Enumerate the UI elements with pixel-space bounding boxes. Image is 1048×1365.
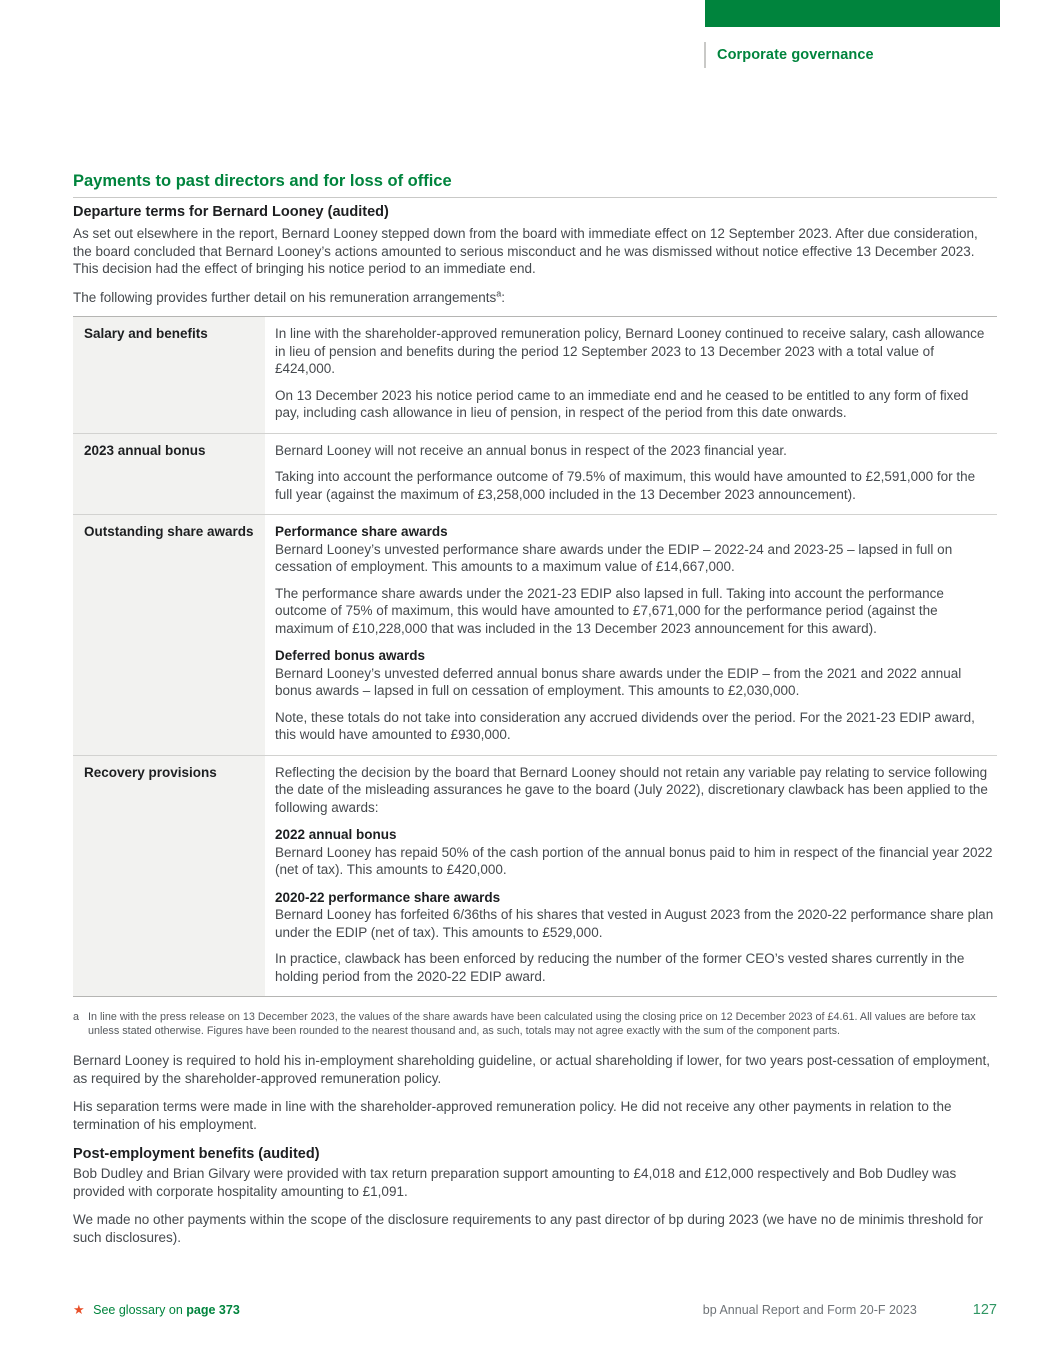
glossary-link[interactable] <box>73 1302 240 1318</box>
row-content <box>265 515 997 756</box>
cell-paragraph: Taking into account the performance outcome of 79.5% of maximum, this would have amounted to £2,591,000 for the full year (against the maximum of £3,258,000 included in the 13 December 2023 announcement). <box>275 469 976 502</box>
table-row <box>73 515 997 756</box>
post-employment-paragraph-1: Bob Dudley and Brian Gilvary were provided with tax return preparation support amounting to £4,018 and £12,000 respectively and Bob Dudley was provided with corporate hospitality amounting to £1,091. <box>73 1166 957 1199</box>
report-reference <box>703 1302 997 1318</box>
glossary-page-ref: page 373 <box>186 1303 240 1317</box>
cell-subheading: Deferred bonus awards <box>275 648 426 663</box>
table-lead-in <box>73 289 997 307</box>
row-content <box>265 317 997 434</box>
row-label: Recovery provisions <box>73 755 265 997</box>
page-number: 127 <box>972 1302 997 1318</box>
row-label: 2023 annual bonus <box>73 433 265 515</box>
cell-paragraph: In line with the shareholder-approved remuneration policy, Bernard Looney continued to receive salary, cash allowance in lieu of pension and benefits during the period 12 September 2023 to 13 December 2023 with a total value of £424,000. <box>275 326 985 376</box>
main-content <box>73 172 997 1246</box>
footnote-marker-sup: a <box>496 288 502 298</box>
lead-text: The following provides further detail on his remuneration arrangements <box>73 289 497 305</box>
cell-paragraph: The performance share awards under the 2021-23 EDIP also lapsed in full. Taking into account the performance outcome of 75% of maximum, this would have amounted to £7,671,000 for the performance period (against the maximum of £10,228,000 that was included in the 13 December 2023 announcement for this award). <box>275 585 944 636</box>
cell-subheading: 2022 annual bonus <box>275 827 397 842</box>
lead-colon: : <box>501 289 506 305</box>
cell-paragraph: On 13 December 2023 his notice period came to an immediate end and he ceased to be entitled to any form of fixed pay, including cash allowance in lieu of pension, in respect of the period from this date onwards. <box>275 387 969 420</box>
cell-subheading: 2020-22 performance share awards <box>275 889 501 905</box>
cell-paragraph: Bernard Looney’s unvested performance share awards under the EDIP – 2022-24 and 2023-25 – lapsed in full on cessation of employment. This amounts to a maximum value of £14,667,000. <box>275 541 953 574</box>
report-title: bp Annual Report and Form 20-F 2023 <box>702 1303 917 1317</box>
remuneration-table-body <box>73 317 997 997</box>
post-employment-paragraph-2: We made no other payments within the scope of the disclosure requirements to any past director of bp during 2023 (we have no de minimis threshold for such disclosures). <box>73 1212 983 1245</box>
row-content <box>265 755 997 997</box>
table-row <box>73 317 997 434</box>
page-title: Payments to past directors and for loss of office <box>73 172 997 198</box>
glossary-text: See glossary on <box>93 1303 183 1317</box>
cell-paragraph: Note, these totals do not take into consideration any accrued dividends over the period. For the 2021-23 EDIP award, this would have amounted to £930,000. <box>275 709 975 742</box>
cell-paragraph: Bernard Looney has forfeited 6/36ths of his shares that vested in August 2023 from the 2020-22 performance share plan under the EDIP (net of tax). This amounts to £529,000. <box>275 907 994 940</box>
table-row <box>73 433 997 515</box>
footnote-text: In line with the press release on 13 December 2023, the values of the share awards have been calculated using the closing price on 12 December 2023 of £4.61. All values are before tax unless stated otherwise. Figures have been rounded to the nearest thousand and, as such, totals may not agree exactly with the sum of the component parts. <box>88 1011 976 1037</box>
cell-paragraph: In practice, clawback has been enforced by reducing the number of the former CEO’s vested shares currently in the holding period from the 2020-22 EDIP award. <box>275 951 965 984</box>
footnote <box>73 1010 997 1038</box>
separation-terms-paragraph: His separation terms were made in line with the shareholder-approved remuneration policy. He did not receive any other payments in relation to the termination of his employment. <box>73 1099 952 1132</box>
section-label: Corporate governance <box>717 47 874 63</box>
shareholding-paragraph: Bernard Looney is required to hold his in-employment shareholding guideline, or actual shareholding if lower, for two years post-cessation of employment, as required by the shareholder-approved remuneration policy. <box>73 1053 991 1086</box>
cell-paragraph: Bernard Looney’s unvested deferred annual bonus share awards under the EDIP – from the 2021 and 2022 annual bonus awards – lapsed in full on cessation of employment. This amounts to £2,030,000. <box>275 665 962 698</box>
cell-paragraph: Bernard Looney will not receive an annual bonus in respect of the 2023 financial year. <box>275 442 787 458</box>
cell-paragraph: Reflecting the decision by the board that Bernard Looney should not retain any variable pay relating to service following the date of the misleading assurances he gave to the board (July 2022), discretionary clawback has been applied to the following awards: <box>275 764 988 815</box>
header-divider <box>704 42 706 68</box>
departure-intro: As set out elsewhere in the report, Bernard Looney stepped down from the board with immediate effect on 12 September 2023. After due consideration, the board concluded that Bernard Looney’s actions amounted to serious misconduct and he was dismissed without notice effective 13 December 2023. This decision had the effect of bringing his notice period to an immediate end. <box>73 226 978 276</box>
departure-heading: Departure terms for Bernard Looney (audited) <box>73 204 389 220</box>
table-row <box>73 755 997 997</box>
remuneration-table <box>73 316 997 997</box>
page-footer <box>73 1302 997 1318</box>
cell-paragraph: Bernard Looney has repaid 50% of the cash portion of the annual bonus paid to him in respect of the financial year 2022 (net of tax). This amounts to £420,000. <box>275 844 993 877</box>
cell-subheading: Performance share awards <box>275 524 448 539</box>
section-header <box>704 42 874 68</box>
row-label: Outstanding share awards <box>73 515 265 756</box>
post-employment-heading: Post-employment benefits (audited) <box>73 1146 320 1162</box>
header-green-bar <box>705 0 1000 27</box>
row-content <box>265 433 997 515</box>
row-label: Salary and benefits <box>73 317 265 434</box>
star-icon: ★ <box>73 1302 85 1317</box>
footnote-marker: a <box>73 1011 80 1023</box>
